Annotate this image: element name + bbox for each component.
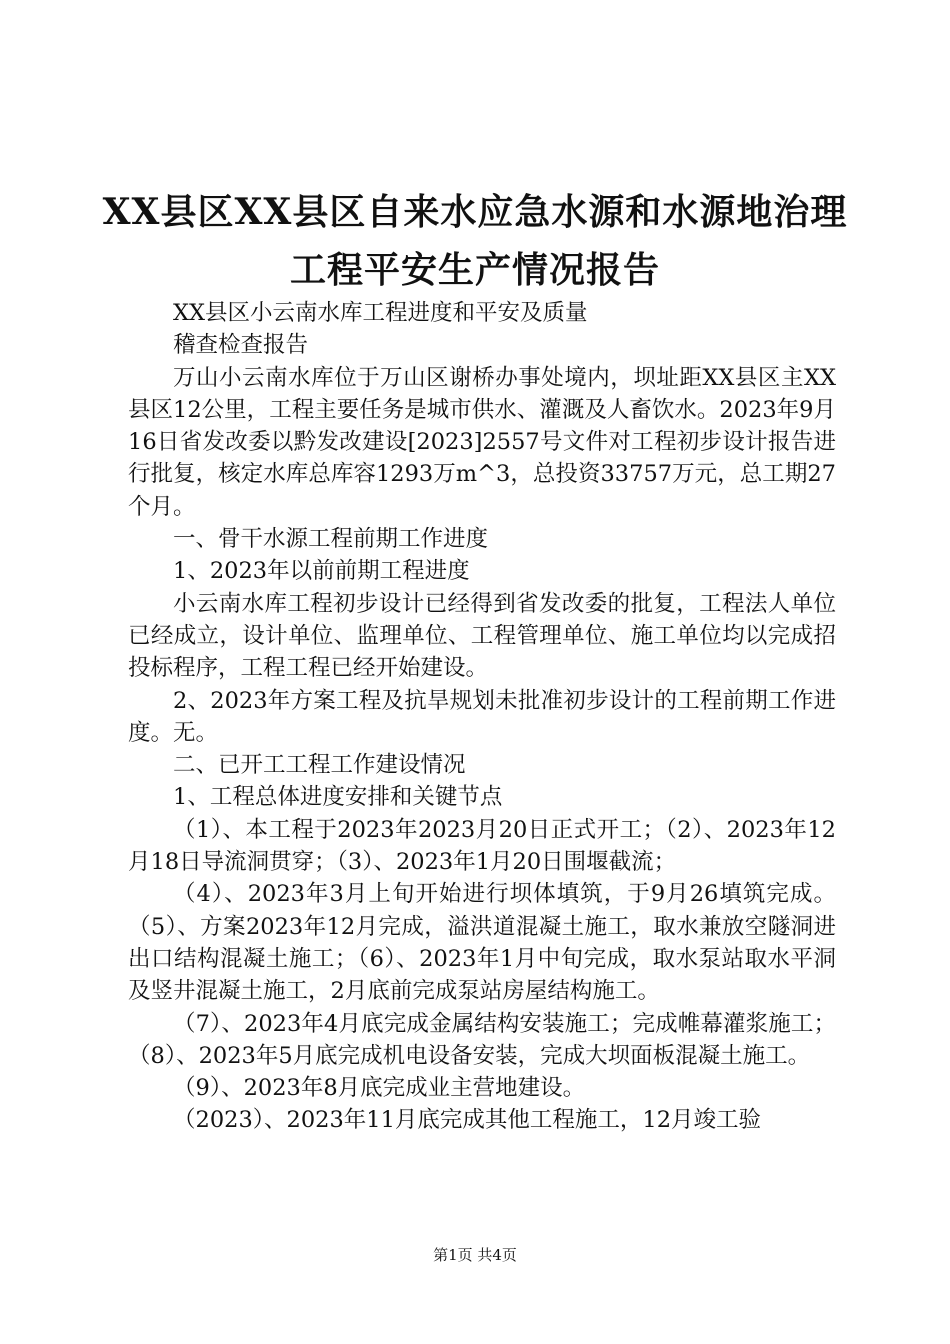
paragraph: （7）、2023年4月底完成金属结构安装施工；完成帷幕灌浆施工；（8）、2023年5月底完成机电设备安装，完成大坝面板混凝土施工。 bbox=[128, 1010, 836, 1069]
paragraph: （1）、本工程于2023年2023月20日正式开工；（2）、2023年12月18日导流洞贯穿；（3）、2023年1月20日围堰截流； bbox=[128, 816, 836, 876]
subsection-heading-2-1: 1、工程总体进度安排和关键节点 bbox=[173, 784, 503, 811]
document-title-line-2: 工程平安生产情况报告 bbox=[289, 249, 660, 291]
section-heading-1: 一、骨干水源工程前期工作进度 bbox=[173, 526, 489, 553]
subtitle-line-1: XX县区小云南水库工程进度和平安及质量 bbox=[173, 300, 588, 326]
paragraph: （9）、2023年8月底完成业主营地建设。 bbox=[173, 1075, 586, 1102]
paragraph: （2023）、2023年11月底完成其他工程施工，12月竣工验 bbox=[173, 1107, 762, 1134]
paragraph-intro: 万山小云南水库位于万山区谢桥办事处境内，坝址距XX县区主XX县区12公里，工程主要任务是城市供水、灌溉及人畜饮水。2023年9月16日省发改委以黔发改建设[2023]2557号文件对工程初步设计报告进行批复，核定水库总库容1293万m^3，总投资33757万元，总工期27个月。 bbox=[128, 364, 836, 520]
document-body bbox=[128, 297, 836, 1137]
paragraph: （4）、2023年3月上旬开始进行坝体填筑，于9月26填筑完成。（5）、方案2023年12月完成，溢洪道混凝土施工，取水兼放空隧洞进出口结构混凝土施工；（6）、2023年1月中旬完成，取水泵站取水平洞及竖井混凝土施工，2月底前完成泵站房屋结构施工。 bbox=[128, 881, 836, 1005]
section-heading-2: 二、已开工工程工作建设情况 bbox=[173, 752, 466, 779]
paragraph: 2、2023年方案工程及抗旱规划未批准初步设计的工程前期工作进度。无。 bbox=[128, 687, 836, 746]
page-number-footer: 第1页 共4页 bbox=[433, 1246, 517, 1264]
paragraph: 小云南水库工程初步设计已经得到省发改委的批复，工程法人单位已经成立，设计单位、监理单位、工程管理单位、施工单位均以完成招投标程序，工程工程已经开始建设。 bbox=[128, 590, 836, 682]
subsection-heading-1-1: 1、2023年以前前期工程进度 bbox=[173, 558, 470, 585]
document-title-line-1: XX县区XX县区自来水应急水源和水源地治理 bbox=[102, 191, 848, 233]
subtitle-line-2: 稽查检查报告 bbox=[173, 332, 309, 359]
